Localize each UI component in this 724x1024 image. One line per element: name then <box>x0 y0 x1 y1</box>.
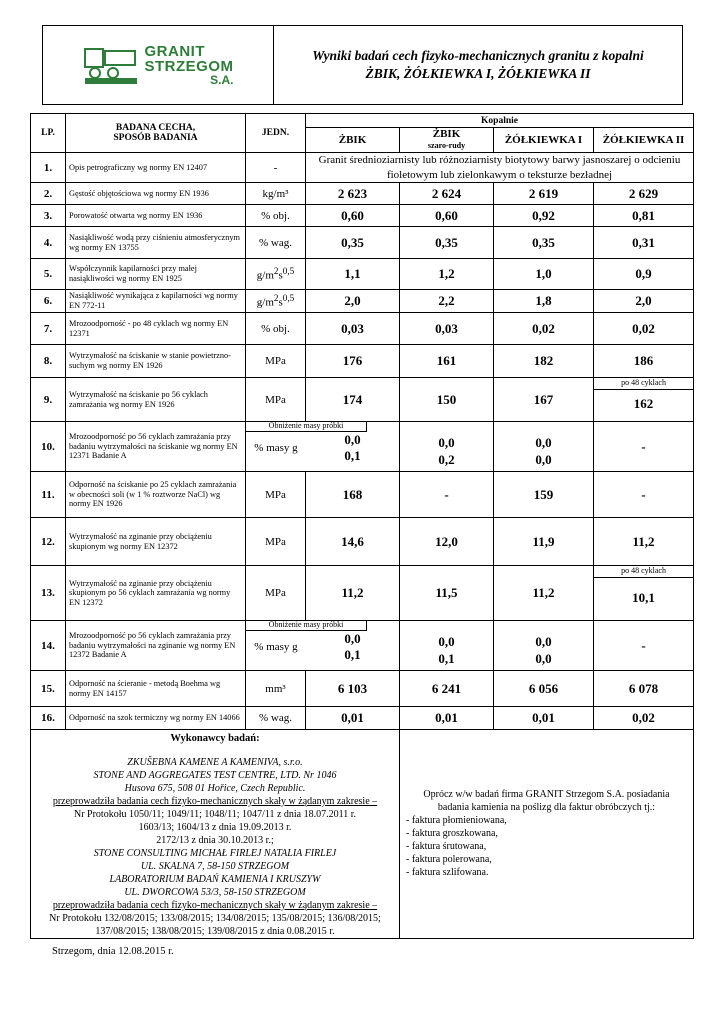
row-desc: Odporność na ściskanie po 25 cyklach zamrażania w obecności soli (w 1 % roztworze NaCl) wg normy EN 1926 <box>66 472 246 518</box>
row-value: 6 056 <box>494 671 594 707</box>
results-table <box>30 113 694 939</box>
row-unit: % wag. <box>246 227 306 259</box>
row-value: 0,1 <box>344 647 361 663</box>
row-value: 1,1 <box>306 259 400 290</box>
row-wide-value: Granit średnioziarnisty lub różnoziarnisty biotytowy barwy jasnoszarej o odcieniu fioletowym lub zielonkawym o teksturze bezładnej <box>306 153 694 183</box>
row-value: 0,92 <box>494 205 594 227</box>
lab2-line: UL. DWORCOWA 53/3, 58-150 STRZEGOM <box>124 886 306 898</box>
row-value: 12,0 <box>400 518 494 566</box>
row-unit: % masy g <box>254 640 298 653</box>
table-row <box>31 378 694 422</box>
row-lp: 9. <box>31 378 66 422</box>
row-lp: 15. <box>31 671 66 707</box>
row-desc: Odporność na ścieranie - metodą Boehma wg normy EN 14157 <box>66 671 246 707</box>
cycles-note: po 48 cyklach <box>594 566 693 578</box>
row-lp: 12. <box>31 518 66 566</box>
row-lp: 13. <box>31 566 66 621</box>
row-value: 167 <box>494 378 594 422</box>
row-value: 182 <box>494 345 594 378</box>
row-unit: % wag. <box>246 707 306 730</box>
row-value: 11,2 <box>494 566 594 621</box>
row-value: 2 629 <box>594 183 694 205</box>
header-mine-zbik: ŻBIK <box>306 128 400 153</box>
table-row <box>31 671 694 707</box>
row-value: 0,35 <box>306 227 400 259</box>
signature-date: Strzegom, dnia 12.08.2015 r. <box>52 946 174 957</box>
row-value: 0,03 <box>400 313 494 345</box>
surface-finish-block <box>400 730 694 939</box>
header-badana: BADANA CECHA, SPOSÓB BADANIA <box>66 114 246 153</box>
row-value: 161 <box>400 345 494 378</box>
row-value: 0,03 <box>306 313 400 345</box>
row-value-cell: 0,0 0,0 <box>494 621 594 671</box>
row-desc: Nasiąkliwość wynikająca z kapilarności wg normy EN 772-11 <box>66 290 246 313</box>
title-line-2: ŻBIK, ŻÓŁKIEWKA I, ŻÓŁKIEWKA II <box>365 66 591 81</box>
mass-loss-cell <box>246 621 400 671</box>
lab2-line: LABORATORIUM BADAŃ KAMIENIA I KRUSZYW <box>109 873 321 885</box>
finish-item: - faktura polerowana, <box>406 854 492 866</box>
row-unit: MPa <box>246 518 306 566</box>
row-desc: Mrozoodporność po 56 cyklach zamrażania przy badaniu wytrzymałości na zginanie wg normy EN 12372 Badanie A <box>66 621 246 671</box>
row-value: - <box>400 472 494 518</box>
finish-item: - faktura groszkowana, <box>406 828 498 840</box>
row-desc: Porowatość otwarta wg normy EN 1936 <box>66 205 246 227</box>
logo-text-granit: GRANIT <box>144 43 205 60</box>
row-unit: kg/m³ <box>246 183 306 205</box>
table-row <box>31 566 694 621</box>
row-value: 0,60 <box>400 205 494 227</box>
lab1-protocol: 1603/13; 1604/13 z dnia 19.09.2013 r. <box>138 821 292 833</box>
row-desc: Wytrzymałość na ściskanie w stanie powietrzno-suchym wg normy EN 1926 <box>66 345 246 378</box>
row-value-cell: 0,0 0,1 <box>400 621 494 671</box>
row-value: 11,5 <box>400 566 494 621</box>
table-row <box>31 707 694 730</box>
row-desc: Wytrzymałość na zginanie przy obciążeniu skupionym wg normy EN 12372 <box>66 518 246 566</box>
row-value: 1,8 <box>494 290 594 313</box>
row-value: 6 103 <box>306 671 400 707</box>
row-value: 0,01 <box>306 707 400 730</box>
lab2-statement: przeprowadziła badania cech fizyko-mechanicznych skały w żądanym zakresie – <box>52 899 378 911</box>
row-value: 1,0 <box>494 259 594 290</box>
header-jedn: JEDN. <box>246 114 306 153</box>
mass-loss-label: Obniżenie masy próbki <box>246 422 367 432</box>
row-value: 0,02 <box>594 313 694 345</box>
row-value: 0,60 <box>306 205 400 227</box>
header-lp: LP. <box>31 114 66 153</box>
table-row <box>31 472 694 518</box>
row-lp: 8. <box>31 345 66 378</box>
row-unit: mm³ <box>246 671 306 707</box>
title-line-1: Wyniki badań cech fizyko-mechanicznych granitu z kopalni <box>312 47 644 63</box>
document-header <box>42 25 683 105</box>
row-value: - <box>594 472 694 518</box>
contractors-block <box>31 730 400 939</box>
table-row <box>31 153 694 183</box>
row-unit: MPa <box>246 472 306 518</box>
row-lp: 11. <box>31 472 66 518</box>
lab1-line: ZKUŠEBNA KAMENE A KAMENIVA, s.r.o. <box>127 756 303 768</box>
row-unit: $g/m^2s^{0,5}$ <box>246 259 306 290</box>
row-lp: 1. <box>31 153 66 183</box>
row-unit: % masy g <box>254 441 298 454</box>
row-value-cell: 0,0 0,2 <box>400 422 494 472</box>
header-mine-zolkiewka-1: ŻÓŁKIEWKA I <box>494 128 594 153</box>
row-lp: 4. <box>31 227 66 259</box>
row-lp: 2. <box>31 183 66 205</box>
lab1-protocol: 2172/13 z dnia 30.10.2013 r.; <box>156 834 274 846</box>
row-unit: MPa <box>246 566 306 621</box>
row-desc: Odporność na szok termiczny wg normy EN 14066 <box>66 707 246 730</box>
row-value: 11,9 <box>494 518 594 566</box>
lab2-line: STONE CONSULTING MICHAŁ FIRLEJ NATALIA FIRLEJ <box>93 847 337 859</box>
logo-text-sa: S.A. <box>210 73 234 87</box>
lab2-protocol: 137/08/2015; 138/08/2015; 139/08/2015 z dnia 0.08.2015 r. <box>95 925 335 937</box>
contractors-heading: Wykonawcy badań: <box>170 733 260 744</box>
row-value: 0,01 <box>494 707 594 730</box>
row-unit: - <box>246 153 306 183</box>
row-value: 0,81 <box>594 205 694 227</box>
document-title <box>274 26 682 104</box>
row-value: 0,9 <box>594 259 694 290</box>
row-value: 2 623 <box>306 183 400 205</box>
finish-item: - faktura płomieniowana, <box>406 815 507 827</box>
table-row <box>31 422 694 472</box>
row-value-cell: 0,0 0,0 <box>494 422 594 472</box>
row-value: 150 <box>400 378 494 422</box>
row-value: - <box>594 621 694 671</box>
table-row <box>31 259 694 290</box>
row-unit: $g/m^2s^{0,5}$ <box>246 290 306 313</box>
row-value: 2,2 <box>400 290 494 313</box>
row-desc: Nasiąkliwość wodą przy ciśnieniu atmosferycznym wg normy EN 13755 <box>66 227 246 259</box>
row-lp: 10. <box>31 422 66 472</box>
row-value: 10,1 <box>632 589 655 605</box>
row-value: 159 <box>494 472 594 518</box>
table-row <box>31 205 694 227</box>
row-desc: Wytrzymałość na ściskanie po 56 cyklach zamrażania wg normy EN 1926 <box>66 378 246 422</box>
row-lp: 6. <box>31 290 66 313</box>
row-desc: Gęstość objętościowa wg normy EN 1936 <box>66 183 246 205</box>
lab1-statement: przeprowadziła badania cech fizyko-mechanicznych skały w żądanym zakresie – <box>52 795 378 807</box>
row-value: 0,0 <box>344 630 361 646</box>
mass-loss-label: Obniżenie masy próbki <box>246 621 367 631</box>
lab1-line: STONE AND AGGREGATES TEST CENTRE, LTD. Nr 1046 <box>93 769 337 781</box>
row-desc: Mrozoodporność - po 48 cyklach wg normy EN 12371 <box>66 313 246 345</box>
row-value: 0,0 <box>344 431 361 447</box>
lab1-protocol: Nr Protokołu 1050/11; 1049/11; 1048/11; 1047/11 z dnia 18.07.2011 r. <box>73 808 357 820</box>
table-row <box>31 183 694 205</box>
table-row <box>31 621 694 671</box>
row-value: 0,35 <box>400 227 494 259</box>
lab1-line: Husova 675, 508 01 Hořice, Czech Republic. <box>124 782 306 794</box>
row-value-cell <box>594 566 694 621</box>
row-desc: Mrozoodporność po 56 cyklach zamrażania przy badaniu wytrzymałości na ściskanie wg normy EN 12371 Badanie A <box>66 422 246 472</box>
header-mine-zolkiewka-2: ŻÓŁKIEWKA II <box>594 128 694 153</box>
row-value: 11,2 <box>594 518 694 566</box>
table-row <box>31 313 694 345</box>
row-value: 0,31 <box>594 227 694 259</box>
table-row <box>31 345 694 378</box>
table-row <box>31 518 694 566</box>
row-value: 0,35 <box>494 227 594 259</box>
row-value: 162 <box>633 395 654 411</box>
header-mine-zbik-szaro: ŻBIK szaro-rudy <box>400 128 494 153</box>
mass-loss-cell <box>246 422 400 472</box>
table-row <box>31 290 694 313</box>
row-lp: 5. <box>31 259 66 290</box>
row-value: 186 <box>594 345 694 378</box>
row-value: - <box>594 422 694 472</box>
logo-machine-icon <box>83 45 141 85</box>
row-lp: 3. <box>31 205 66 227</box>
cycles-note: po 48 cyklach <box>594 378 693 390</box>
row-value-cell <box>594 378 694 422</box>
row-unit: % obj. <box>246 205 306 227</box>
finish-item: - faktura szlifowana. <box>406 867 489 879</box>
row-desc: Wytrzymałość na zginanie przy obciążeniu skupionym po 56 cyklach zamrażania wg normy EN 12372 <box>66 566 246 621</box>
logo-text-strzegom: STRZEGOM <box>144 58 234 75</box>
row-lp: 7. <box>31 313 66 345</box>
row-value: 0,02 <box>594 707 694 730</box>
row-value: 2,0 <box>306 290 400 313</box>
row-value: 0,02 <box>494 313 594 345</box>
row-value: 2,0 <box>594 290 694 313</box>
row-value: 1,2 <box>400 259 494 290</box>
lab2-protocol: Nr Protokołu 132/08/2015; 133/08/2015; 134/08/2015; 135/08/2015; 136/08/2015; <box>49 912 381 924</box>
row-value: 0,1 <box>344 448 361 464</box>
row-value: 6 078 <box>594 671 694 707</box>
row-desc: Współczynnik kapilarności przy małej nasiąkliwości wg normy EN 1925 <box>66 259 246 290</box>
row-desc: Opis petrograficzny wg normy EN 12407 <box>66 153 246 183</box>
row-lp: 14. <box>31 621 66 671</box>
row-lp: 16. <box>31 707 66 730</box>
footer-row <box>31 730 694 939</box>
row-value: 11,2 <box>306 566 400 621</box>
finish-item: - faktura śrutowana, <box>406 841 487 853</box>
table-row <box>31 227 694 259</box>
row-value: 6 241 <box>400 671 494 707</box>
finish-intro: Oprócz w/w badań firma GRANIT Strzegom S.A. posiadania badania kamienia na poślizg dla faktur obróbczych tj.: <box>423 789 670 814</box>
row-unit: % obj. <box>246 313 306 345</box>
row-value: 176 <box>306 345 400 378</box>
header-kopalnie: Kopalnie <box>306 114 694 128</box>
row-value: 174 <box>306 378 400 422</box>
row-value: 2 619 <box>494 183 594 205</box>
row-unit: MPa <box>246 378 306 422</box>
company-logo <box>43 26 274 104</box>
row-unit: MPa <box>246 345 306 378</box>
row-value: 2 624 <box>400 183 494 205</box>
row-value: 0,01 <box>400 707 494 730</box>
lab2-line: UL. SKALNA 7, 58-150 STRZEGOM <box>140 860 290 872</box>
row-value: 168 <box>306 472 400 518</box>
row-value: 14,6 <box>306 518 400 566</box>
